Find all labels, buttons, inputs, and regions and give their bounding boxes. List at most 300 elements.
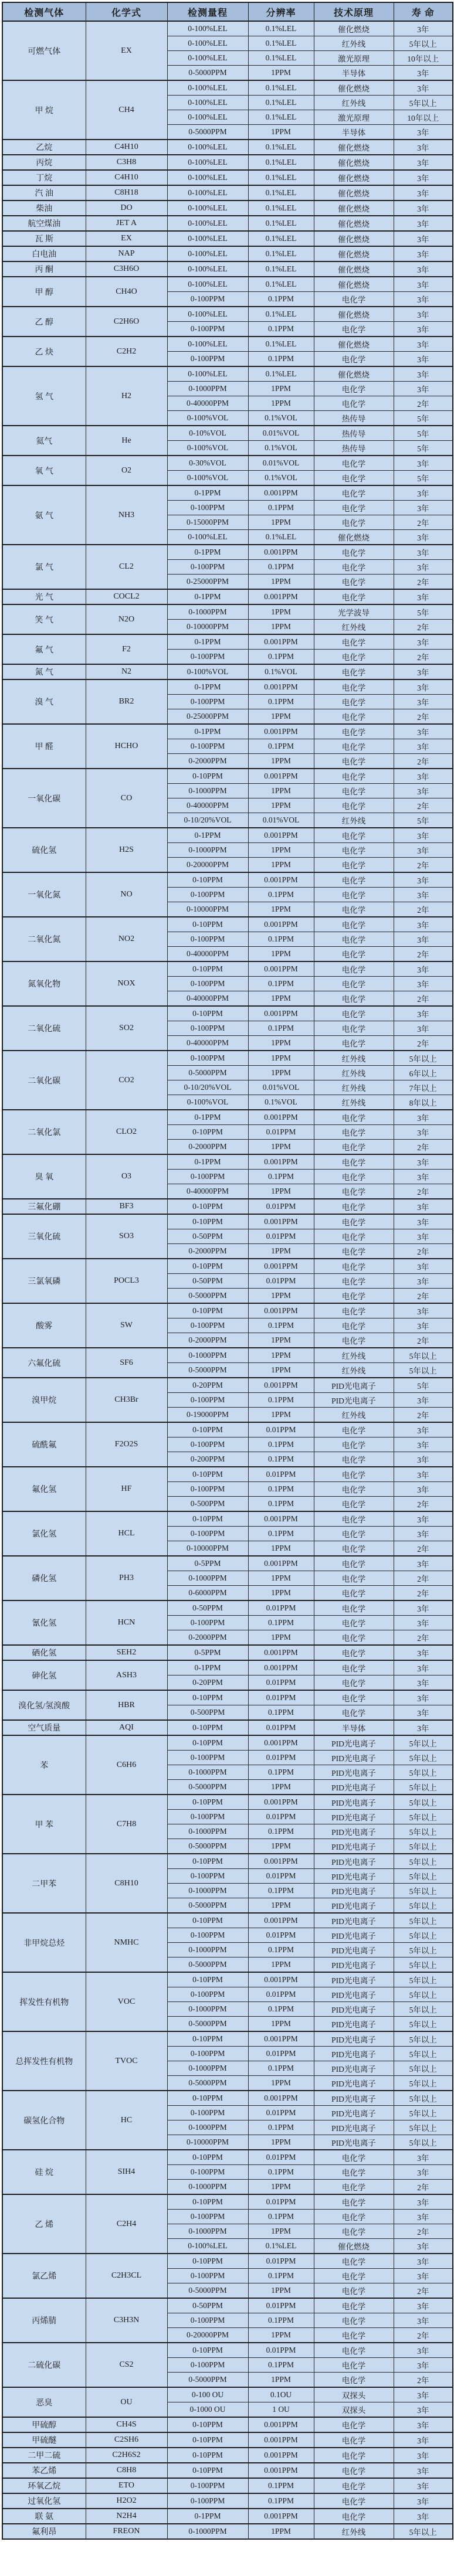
gas-name-cell: 氧 气 xyxy=(2,456,86,485)
lifespan-cell: 5年以上 xyxy=(394,2002,453,2017)
gas-name-cell: 苯乙烯 xyxy=(2,2463,86,2478)
table-row xyxy=(2,769,453,784)
range-cell: 0-10PPM xyxy=(167,2150,248,2165)
range-cell: 0-10PPM xyxy=(167,1006,248,1021)
range-cell: 0-100%LEL xyxy=(167,140,248,155)
lifespan-cell: 3年 xyxy=(394,1437,453,1452)
formula-cell: COCL2 xyxy=(86,589,167,604)
range-cell: 0-5000PPM xyxy=(167,1066,248,1080)
table-row xyxy=(2,1303,453,1318)
formula-cell: VOC xyxy=(86,1972,167,2031)
formula-cell: CH4O xyxy=(86,277,167,307)
formula-cell: AQI xyxy=(86,1720,167,1735)
range-cell: 0-1PPM xyxy=(167,679,248,695)
formula-cell: NOX xyxy=(86,961,167,1006)
table-row xyxy=(2,1199,453,1214)
range-cell: 0-1PPM xyxy=(167,545,248,560)
resolution-cell: 1PPM xyxy=(248,1586,314,1601)
formula-cell: CO2 xyxy=(86,1051,167,1110)
resolution-cell: 0.1PPM xyxy=(248,2313,314,2328)
range-cell: 0-100%VOL xyxy=(167,441,248,456)
formula-cell: C2H2 xyxy=(86,337,167,366)
resolution-cell: 0.1%LEL xyxy=(248,246,314,261)
lifespan-cell: 5年以上 xyxy=(394,1795,453,1810)
gas-name-cell: 二氧化氯 xyxy=(2,1110,86,1154)
resolution-cell: 0.1PPM xyxy=(248,2493,314,2509)
principle-cell: PID光电离子 xyxy=(314,1958,394,1973)
lifespan-cell: 2年 xyxy=(394,2180,453,2195)
lifespan-cell: 3年 xyxy=(394,2417,453,2432)
lifespan-cell: 3年 xyxy=(394,1645,453,1660)
principle-cell: 红外线 xyxy=(314,1408,394,1423)
lifespan-cell: 3年 xyxy=(394,366,453,382)
principle-cell: PID光电离子 xyxy=(314,1751,394,1765)
table-row xyxy=(2,634,453,650)
resolution-cell: 0.001PPM xyxy=(248,2031,314,2047)
range-cell: 0-20000PPM xyxy=(167,858,248,873)
resolution-cell: 0.01PPM xyxy=(248,2254,314,2269)
resolution-cell: 0.001PPM xyxy=(248,1735,314,1751)
range-cell: 0-5000PPM xyxy=(167,2373,248,2388)
range-cell: 0-100%LEL xyxy=(167,155,248,170)
resolution-cell: 1PPM xyxy=(248,575,314,590)
principle-cell: 电化学 xyxy=(314,1259,394,1274)
gas-name-cell: 三氟化硼 xyxy=(2,1199,86,1214)
range-cell: 0-100PPM xyxy=(167,1751,248,1765)
header-row xyxy=(2,2,453,21)
lifespan-cell: 5年 xyxy=(394,813,453,828)
principle-cell: 催化燃烧 xyxy=(314,530,394,545)
principle-cell: PID光电离子 xyxy=(314,1854,394,1869)
resolution-cell: 0.01PPM xyxy=(248,1676,314,1691)
range-cell: 0-5000PPM xyxy=(167,2017,248,2032)
formula-cell: ASH3 xyxy=(86,1660,167,1690)
gas-name-cell: 航空煤油 xyxy=(2,216,86,231)
principle-cell: PID光电离子 xyxy=(314,2135,394,2150)
resolution-cell: 0.001PPM xyxy=(248,2448,314,2463)
lifespan-cell: 3年 xyxy=(394,246,453,261)
range-cell: 0-50PPM xyxy=(167,2298,248,2313)
lifespan-cell: 3年 xyxy=(394,1199,453,1214)
lifespan-cell: 3年 xyxy=(394,2402,453,2418)
range-cell: 0-5000PPM xyxy=(167,125,248,140)
principle-cell: 电化学 xyxy=(314,2165,394,2180)
principle-cell: 电化学 xyxy=(314,1021,394,1036)
range-cell: 0-100%VOL xyxy=(167,1095,248,1110)
gas-name-cell: 联 氨 xyxy=(2,2509,86,2524)
resolution-cell: 0.1%LEL xyxy=(248,36,314,51)
principle-cell: 电化学 xyxy=(314,1125,394,1140)
principle-cell: PID光电离子 xyxy=(314,1824,394,1839)
formula-cell: EX xyxy=(86,231,167,246)
lifespan-cell: 3年 xyxy=(394,872,453,888)
lifespan-cell: 3年 xyxy=(394,664,453,679)
lifespan-cell: 3年 xyxy=(394,769,453,784)
range-cell: 0-1PPM xyxy=(167,1110,248,1125)
principle-cell: 电化学 xyxy=(314,2448,394,2463)
principle-cell: 电化学 xyxy=(314,1645,394,1660)
range-cell: 0-500PPM xyxy=(167,1497,248,1512)
resolution-cell: 0.01%VOL xyxy=(248,456,314,471)
range-cell: 0-10PPM xyxy=(167,2463,248,2478)
resolution-cell: 1PPM xyxy=(248,1333,314,1348)
table-row xyxy=(2,216,453,231)
principle-cell: 电化学 xyxy=(314,1586,394,1601)
range-cell: 0-25000PPM xyxy=(167,575,248,590)
principle-cell: PID光电离子 xyxy=(314,2017,394,2032)
resolution-cell: 0.1%LEL xyxy=(248,155,314,170)
lifespan-cell: 5年以上 xyxy=(394,1780,453,1795)
principle-cell: 电化学 xyxy=(314,1170,394,1184)
resolution-cell: 1PPM xyxy=(248,947,314,962)
range-cell: 0-19000PPM xyxy=(167,1408,248,1423)
range-cell: 0-6000PPM xyxy=(167,1586,248,1601)
resolution-cell: 1PPM xyxy=(248,798,314,813)
table-row xyxy=(2,2417,453,2432)
formula-cell: CO xyxy=(86,769,167,828)
resolution-cell: 0.1%LEL xyxy=(248,337,314,352)
lifespan-cell: 5年以上 xyxy=(394,1824,453,1839)
formula-cell: He xyxy=(86,426,167,456)
resolution-cell: 0.1PPM xyxy=(248,322,314,337)
lifespan-cell: 2年 xyxy=(394,575,453,590)
principle-cell: 电化学 xyxy=(314,695,394,709)
resolution-cell: 0.1OU xyxy=(248,2387,314,2402)
resolution-cell: 0.001PPM xyxy=(248,634,314,650)
table-row xyxy=(2,2432,453,2448)
lifespan-cell: 3年 xyxy=(394,2150,453,2165)
lifespan-cell: 2年 xyxy=(394,1333,453,1348)
resolution-cell: 0.1%LEL xyxy=(248,307,314,322)
formula-cell: CH4 xyxy=(86,80,167,140)
principle-cell: 电化学 xyxy=(314,1660,394,1676)
lifespan-cell: 5年以上 xyxy=(394,2031,453,2047)
lifespan-cell: 3年 xyxy=(394,485,453,501)
lifespan-cell: 3年 xyxy=(394,724,453,739)
lifespan-cell: 3年 xyxy=(394,2463,453,2478)
resolution-cell: 1PPM xyxy=(248,1958,314,1973)
table-row xyxy=(2,277,453,292)
range-cell: 0-2000PPM xyxy=(167,1140,248,1155)
range-cell: 0-100PPM xyxy=(167,1482,248,1497)
resolution-cell: 0.001PPM xyxy=(248,1660,314,1676)
table-row xyxy=(2,185,453,200)
principle-cell: PID光电离子 xyxy=(314,1839,394,1854)
principle-cell: 电化学 xyxy=(314,709,394,725)
lifespan-cell: 5年以上 xyxy=(394,1735,453,1751)
lifespan-cell: 5年 xyxy=(394,411,453,426)
table-row xyxy=(2,1795,453,1810)
resolution-cell: 0.01PPM xyxy=(248,1869,314,1884)
resolution-cell: 1PPM xyxy=(248,1184,314,1199)
principle-cell: 电化学 xyxy=(314,2493,394,2509)
range-cell: 0-1000PPM xyxy=(167,1884,248,1898)
range-cell: 0-50PPM xyxy=(167,1600,248,1616)
range-cell: 0-10PPM xyxy=(167,1795,248,1810)
range-cell: 0-1000PPM xyxy=(167,784,248,798)
lifespan-cell: 3年 xyxy=(394,1229,453,1244)
resolution-cell: 0.1PPM xyxy=(248,2210,314,2224)
range-cell: 0-5000PPM xyxy=(167,66,248,81)
range-cell: 0-10PPM xyxy=(167,2254,248,2269)
lifespan-cell: 3年 xyxy=(394,932,453,947)
resolution-cell: 0.001PPM xyxy=(248,769,314,784)
gas-name-cell: 甲硫醇 xyxy=(2,2417,86,2432)
lifespan-cell: 3年 xyxy=(394,1556,453,1571)
resolution-cell: 1PPM xyxy=(248,858,314,873)
range-cell: 0-30%VOL xyxy=(167,456,248,471)
lifespan-cell: 3年 xyxy=(394,589,453,604)
range-cell: 0-100PPM xyxy=(167,1170,248,1184)
principle-cell: 催化燃烧 xyxy=(314,2239,394,2254)
range-cell: 0-100%LEL xyxy=(167,36,248,51)
principle-cell: PID光电离子 xyxy=(314,2061,394,2076)
resolution-cell: 0.01PPM xyxy=(248,1928,314,1943)
lifespan-cell: 3年 xyxy=(394,977,453,991)
formula-cell: NAP xyxy=(86,246,167,261)
resolution-cell: 0.1PPM xyxy=(248,1943,314,1958)
resolution-cell: 0.1%LEL xyxy=(248,277,314,292)
lifespan-cell: 3年 xyxy=(394,185,453,200)
lifespan-cell: 2年 xyxy=(394,1541,453,1557)
principle-cell: 催化燃烧 xyxy=(314,21,394,36)
lifespan-cell: 3年 xyxy=(394,545,453,560)
formula-cell: HCN xyxy=(86,1600,167,1645)
formula-cell: NO2 xyxy=(86,917,167,961)
range-cell: 0-100PPM xyxy=(167,2313,248,2328)
resolution-cell: 0.001PPM xyxy=(248,1378,314,1393)
range-cell: 0-100PPM xyxy=(167,2269,248,2283)
lifespan-cell: 3年 xyxy=(394,961,453,977)
range-cell: 0-1000PPM xyxy=(167,2524,248,2539)
resolution-cell: 0.1PPM xyxy=(248,977,314,991)
gas-name-cell: 汽 油 xyxy=(2,185,86,200)
resolution-cell: 1PPM xyxy=(248,902,314,917)
formula-cell: F2O2S xyxy=(86,1422,167,1467)
range-cell: 0-100%LEL xyxy=(167,185,248,200)
principle-cell: 电化学 xyxy=(314,828,394,843)
lifespan-cell: 3年 xyxy=(394,125,453,140)
lifespan-cell: 3年 xyxy=(394,216,453,231)
resolution-cell: 0.1%VOL xyxy=(248,664,314,679)
table-row xyxy=(2,917,453,932)
lifespan-cell: 3年 xyxy=(394,1318,453,1333)
range-cell: 0-10PPM xyxy=(167,769,248,784)
gas-name-cell: 六氟化硫 xyxy=(2,1348,86,1378)
resolution-cell: 0.001PPM xyxy=(248,828,314,843)
lifespan-cell: 2年 xyxy=(394,1244,453,1259)
lifespan-cell: 5年以上 xyxy=(394,2017,453,2032)
principle-cell: 红外线 xyxy=(314,1066,394,1080)
resolution-cell: 0.1%LEL xyxy=(248,170,314,185)
lifespan-cell: 3年 xyxy=(394,1467,453,1482)
principle-cell: 电化学 xyxy=(314,2509,394,2524)
lifespan-cell: 3年 xyxy=(394,679,453,695)
table-row xyxy=(2,1690,453,1705)
gas-name-cell: 碳氢化合物 xyxy=(2,2091,86,2150)
table-row xyxy=(2,828,453,843)
lifespan-cell: 3年 xyxy=(394,1600,453,1616)
resolution-cell: 0.001PPM xyxy=(248,2509,314,2524)
formula-cell: C4H10 xyxy=(86,140,167,155)
range-cell: 0-100PPM xyxy=(167,1928,248,1943)
gas-name-cell: 苯 xyxy=(2,1735,86,1795)
table-row xyxy=(2,2091,453,2106)
principle-cell: 电化学 xyxy=(314,858,394,873)
resolution-cell: 0.001PPM xyxy=(248,1110,314,1125)
resolution-cell: 0.1PPM xyxy=(248,2120,314,2135)
resolution-cell: 0.1PPM xyxy=(248,1170,314,1184)
principle-cell: 红外线 xyxy=(314,1363,394,1378)
table-row xyxy=(2,456,453,471)
resolution-cell: 0.1%LEL xyxy=(248,216,314,231)
header-detected-gas: 检测气体 xyxy=(2,2,86,21)
resolution-cell: 0.001PPM xyxy=(248,961,314,977)
range-cell: 0-10000PPM xyxy=(167,902,248,917)
resolution-cell: 0.1%LEL xyxy=(248,2239,314,2254)
formula-cell: NH3 xyxy=(86,485,167,545)
formula-cell: F2 xyxy=(86,634,167,664)
lifespan-cell: 2年 xyxy=(394,902,453,917)
header-technical-principle: 技术原理 xyxy=(314,2,394,21)
range-cell: 0-5000PPM xyxy=(167,1898,248,1914)
formula-cell: HBR xyxy=(86,1690,167,1720)
range-cell: 0-100PPM xyxy=(167,352,248,367)
principle-cell: 催化燃烧 xyxy=(314,261,394,277)
resolution-cell: 0.1PPM xyxy=(248,2002,314,2017)
gas-name-cell: 二甲苯 xyxy=(2,1854,86,1913)
resolution-cell: 1PPM xyxy=(248,1051,314,1066)
resolution-cell: 0.001PPM xyxy=(248,872,314,888)
table-row xyxy=(2,589,453,604)
resolution-cell: 1PPM xyxy=(248,1780,314,1795)
principle-cell: 电化学 xyxy=(314,724,394,739)
range-cell: 0-100%VOL xyxy=(167,664,248,679)
range-cell: 0-100PPM xyxy=(167,2478,248,2493)
table-row xyxy=(2,366,453,382)
formula-cell: C6H6 xyxy=(86,1735,167,1795)
principle-cell: PID光电离子 xyxy=(314,1987,394,2002)
header-lifespan: 寿 命 xyxy=(394,2,453,21)
principle-cell: 催化燃烧 xyxy=(314,80,394,96)
table-row xyxy=(2,1645,453,1660)
range-cell: 0-10PPM xyxy=(167,2343,248,2358)
formula-cell: HCL xyxy=(86,1511,167,1556)
lifespan-cell: 2年 xyxy=(394,396,453,411)
principle-cell: 电化学 xyxy=(314,977,394,991)
resolution-cell: 1PPM xyxy=(248,1363,314,1378)
lifespan-cell: 3年 xyxy=(394,843,453,858)
lifespan-cell: 2年 xyxy=(394,2328,453,2343)
principle-cell: 电化学 xyxy=(314,1110,394,1125)
resolution-cell: 1PPM xyxy=(248,2524,314,2539)
resolution-cell: 0.01PPM xyxy=(248,1751,314,1765)
lifespan-cell: 3年 xyxy=(394,2478,453,2493)
range-cell: 0-100PPM xyxy=(167,501,248,515)
formula-cell: C8H18 xyxy=(86,185,167,200)
resolution-cell: 0.001PPM xyxy=(248,2432,314,2448)
lifespan-cell: 3年 xyxy=(394,66,453,81)
principle-cell: 红外线 xyxy=(314,813,394,828)
lifespan-cell: 3年 xyxy=(394,277,453,292)
table-row xyxy=(2,1348,453,1363)
lifespan-cell: 2年 xyxy=(394,1586,453,1601)
gas-name-cell: 一氧化碳 xyxy=(2,769,86,828)
resolution-cell: 1PPM xyxy=(248,620,314,635)
gas-name-cell: 硒化氢 xyxy=(2,1645,86,1660)
range-cell: 0-10PPM xyxy=(167,1422,248,1437)
range-cell: 0-100PPM xyxy=(167,977,248,991)
range-cell: 0-100PPM xyxy=(167,2493,248,2509)
range-cell: 0-100%VOL xyxy=(167,411,248,426)
range-cell: 0-100%VOL xyxy=(167,471,248,486)
resolution-cell: 0.1%LEL xyxy=(248,110,314,125)
lifespan-cell: 3年 xyxy=(394,501,453,515)
principle-cell: 红外线 xyxy=(314,36,394,51)
gas-name-cell: 挥发性有机物 xyxy=(2,1972,86,2031)
table-row xyxy=(2,1154,453,1170)
range-cell: 0-100%LEL xyxy=(167,261,248,277)
formula-cell: H2 xyxy=(86,366,167,426)
principle-cell: 电化学 xyxy=(314,560,394,575)
gas-name-cell: 甲 醛 xyxy=(2,724,86,769)
principle-cell: 电化学 xyxy=(314,664,394,679)
lifespan-cell: 5年以上 xyxy=(394,2106,453,2120)
resolution-cell: 0.1PPM xyxy=(248,650,314,665)
principle-cell: 半导体 xyxy=(314,66,394,81)
resolution-cell: 0.1PPM xyxy=(248,560,314,575)
range-cell: 0-100%LEL xyxy=(167,170,248,185)
principle-cell: 双探头 xyxy=(314,2387,394,2402)
lifespan-cell: 3年 xyxy=(394,1393,453,1408)
formula-cell: CS2 xyxy=(86,2343,167,2387)
gas-name-cell: 氟化氢 xyxy=(2,1467,86,1511)
range-cell: 0-100PPM xyxy=(167,2210,248,2224)
principle-cell: 催化燃烧 xyxy=(314,246,394,261)
lifespan-cell: 2年 xyxy=(394,798,453,813)
range-cell: 0-1PPM xyxy=(167,1660,248,1676)
principle-cell: 半导体 xyxy=(314,125,394,140)
range-cell: 0-2000PPM xyxy=(167,1333,248,1348)
lifespan-cell: 5年以上 xyxy=(394,1972,453,1987)
lifespan-cell: 2年 xyxy=(394,1036,453,1051)
lifespan-cell: 5年 xyxy=(394,1378,453,1393)
formula-cell: FREON xyxy=(86,2524,167,2539)
lifespan-cell: 3年 xyxy=(394,2165,453,2180)
lifespan-cell: 3年 xyxy=(394,784,453,798)
principle-cell: 电化学 xyxy=(314,1630,394,1646)
table-row xyxy=(2,2150,453,2165)
table-header xyxy=(2,2,453,21)
lifespan-cell: 3年 xyxy=(394,1274,453,1289)
range-cell: 0-25000PPM xyxy=(167,709,248,725)
table-row xyxy=(2,664,453,679)
lifespan-cell: 2年 xyxy=(394,858,453,873)
resolution-cell: 0.01PPM xyxy=(248,1229,314,1244)
formula-cell: C2H6S2 xyxy=(86,2448,167,2463)
lifespan-cell: 3年 xyxy=(394,2313,453,2328)
resolution-cell: 0.01%VOL xyxy=(248,1080,314,1095)
range-cell: 0-10PPM xyxy=(167,1854,248,1869)
principle-cell: 电化学 xyxy=(314,1527,394,1541)
lifespan-cell: 3年 xyxy=(394,1511,453,1527)
gas-name-cell: 白电油 xyxy=(2,246,86,261)
range-cell: 0-5000PPM xyxy=(167,1289,248,1304)
resolution-cell: 0.1%LEL xyxy=(248,185,314,200)
resolution-cell: 0.1PPM xyxy=(248,2358,314,2373)
formula-cell: C2H4 xyxy=(86,2194,167,2254)
lifespan-cell: 2年 xyxy=(394,2373,453,2388)
